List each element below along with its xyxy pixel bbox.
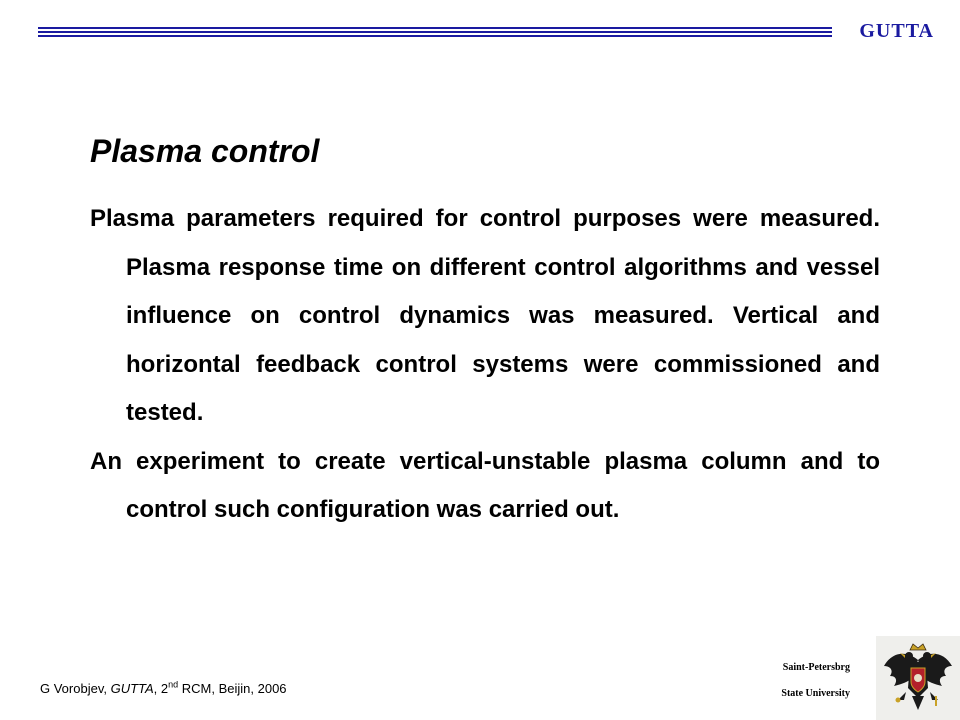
header-rule [38,27,832,37]
university-name-line2: State University [781,688,850,699]
header-rule-line [38,31,832,33]
paragraph: An experiment to create vertical-unstable plasma column and to control such configuration was carried out. [90,447,880,523]
double-headed-eagle-icon [876,636,960,720]
slide-title: Plasma control [90,133,320,169]
paragraph: Plasma parameters required for control purposes were measured. Plasma response time on different control algorithms and vessel influence on control dynamics was measured. Vertical and horizontal feedback control systems were commissioned and tested. [90,205,880,426]
header-brand: GUTTA [859,20,934,42]
university-emblem [876,636,960,720]
footer-author: G Vorobjev, [40,681,111,696]
footer-project: GUTTA [110,681,154,696]
footer-meeting-post: RCM, Beijin, 2006 [178,681,287,696]
footer-meeting-pre: , 2 [153,681,169,696]
header-rule-line [38,27,832,29]
footer-credit [40,681,287,696]
slide-body [90,195,880,535]
university-name-line1: Saint-Petersbrg [782,662,850,673]
header-rule-line [38,35,832,37]
footer-meeting-sup: nd [168,679,179,690]
